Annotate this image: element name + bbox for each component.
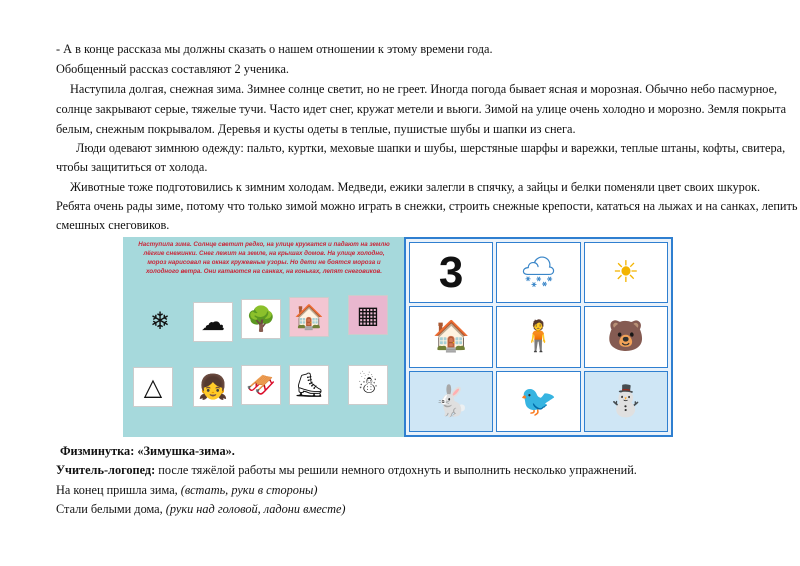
text-line: белым, снежным покрывалом. Деревья и кусты одеты в теплые, пушистые шубы и шапки из снега. xyxy=(56,122,576,136)
tree-icon: 🌳 xyxy=(241,299,281,339)
verse-note: (встать, руки в стороны) xyxy=(180,483,318,497)
snow-cloud-icon: 🌨 xyxy=(496,242,580,303)
winter-games-icon: ⛄ xyxy=(584,371,668,432)
verse-note: (руки над головой, ладони вместе) xyxy=(165,502,346,516)
figures-icon: △ xyxy=(133,367,173,407)
text-line: Наступила долгая, снежная зима. Зимнее солнце светит, но не греет. Иногда погода бывает ясная и морозная. Обычно небо пасмурное, xyxy=(70,82,778,96)
children-icon: 👧 xyxy=(193,367,233,407)
verse-line xyxy=(56,483,317,498)
bear-den-icon: 🐻 xyxy=(584,306,668,367)
text-line: смешных снеговиков. xyxy=(56,218,170,232)
snowflake-icon: ❄ xyxy=(149,308,171,335)
hares-icon: 🐇 xyxy=(409,371,493,432)
story-panel xyxy=(123,237,404,437)
text-line: чтобы защититься от холода. xyxy=(56,160,208,174)
verse-text: На конец пришла зима, xyxy=(56,483,181,497)
verse-line xyxy=(56,502,346,517)
winter-illustration xyxy=(123,237,673,437)
picture-grid xyxy=(404,237,673,437)
text-line: - А в конце рассказа мы должны сказать о нашем отношении к этому времени года. xyxy=(56,42,493,56)
speaker-label: Учитель-логопед: xyxy=(56,463,156,477)
sun-icon: ☀ xyxy=(584,242,668,303)
number-three: 3 xyxy=(409,242,493,303)
text-line: Животные тоже подготовились к зимним холодам. Медведи, ежики залегли в спячку, а зайцы и белки поменяли цвет своих шкурок. xyxy=(70,180,761,194)
hut-icon: 🏠 xyxy=(409,306,493,367)
speaker-text: после тяжёлой работы мы решили немного отдохнуть и выполнить несколько упражнений. xyxy=(155,463,637,477)
text-line: солнце закрывают серые, тяжелые тучи. Часто идет снег, кружат метели и вьюги. Зимой на улице очень холодно и морозно. Земля покрыта xyxy=(56,102,787,116)
window-icon: ▦ xyxy=(348,295,388,335)
verse-text: Стали белыми дома, xyxy=(56,502,166,516)
text-line: Обобщенный рассказ составляют 2 ученика. xyxy=(56,62,290,76)
cloud-icon: ☁ xyxy=(193,302,233,342)
person-icon: 🧍 xyxy=(496,306,580,367)
house-icon: 🏠 xyxy=(289,297,329,337)
speaker-line xyxy=(56,463,637,478)
snowman-icon: ☃ xyxy=(348,365,388,405)
story-caption: Наступила зима. Солнце светит редко, на улице кружатся и падают на землю лёгкие снежинки. Снег лежит на земле, на крышах домов. На улице холодно, мороз нарисовал на окнах кружевные узоры. Но дети не боятся мороза и холодного ветра. Они катаются на санках, на коньках, лепят снеговиков. xyxy=(138,241,390,275)
sled-icon: 🛷 xyxy=(241,365,281,405)
fizminutka-heading: Физминутка: «Зимушка-зима». xyxy=(60,444,235,458)
skating-icon: ⛸ xyxy=(289,365,329,405)
text-line: Люди одевают зимнюю одежду: пальто, куртки, меховые шапки и шубы, шерстяные шарфы и варежки, теплые штаны, кофты, свитера, xyxy=(76,141,786,155)
text-line: Ребята очень рады зиме, потому что только зимой можно играть в снежки, строить снежные крепости, кататься на лыжах и на санках, лепить xyxy=(56,199,798,213)
bird-feeder-icon: 🐦 xyxy=(496,371,580,432)
